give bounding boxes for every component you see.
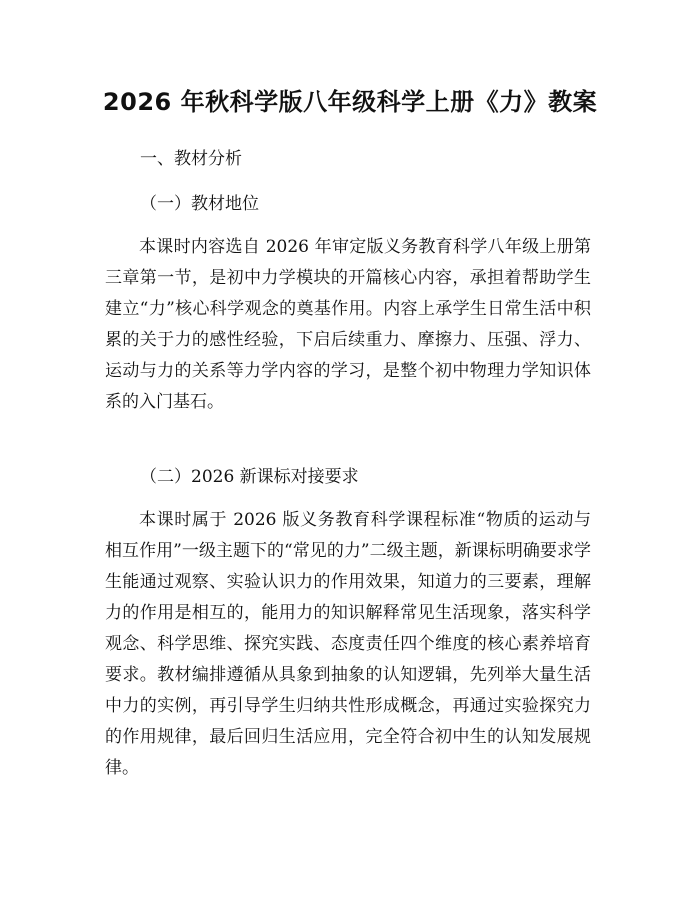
section-heading-teaching-material-analysis: 一、教材分析 [140,149,242,169]
subsection-heading-curriculum-requirements: （二）2026 新课标对接要求 [140,467,359,487]
subsection-heading-material-status: （一）教材地位 [140,194,259,214]
paragraph-material-status: 本课时内容选自 2026 年审定版义务教育科学八年级上册第三章第一节，是初中力学模块的开篇核心内容，承担着帮助学生建立“力”核心科学观念的奠基作用。内容上承学生日常生活中积累的关于力的感性经验，下启后续重力、摩擦力、压强、浮力、运动与力的关系等力学内容的学习，是整个初中物理力学知识体系的入门基石。 [105,237,591,412]
paragraph-curriculum-requirements: 本课时属于 2026 版义务教育科学课程标准“物质的运动与相互作用”一级主题下的“常见的力”二级主题，新课标明确要求学生能通过观察、实验认识力的作用效果，知道力的三要素，理解力的作用是相互的，能用力的知识解释常见生活现象，落实科学观念、科学思维、探究实践、态度责任四个维度的核心素养培育要求。教材编排遵循从具象到抽象的认知逻辑，先列举大量生活中力的实例，再引导学生归纳共性形成概念，再通过实验探究力的作用规律，最后回归生活应用，完全符合初中生的认知发展规律。 [105,510,591,778]
document-title: 2026 年秋科学版八年级科学上册《力》教案 [102,88,598,116]
